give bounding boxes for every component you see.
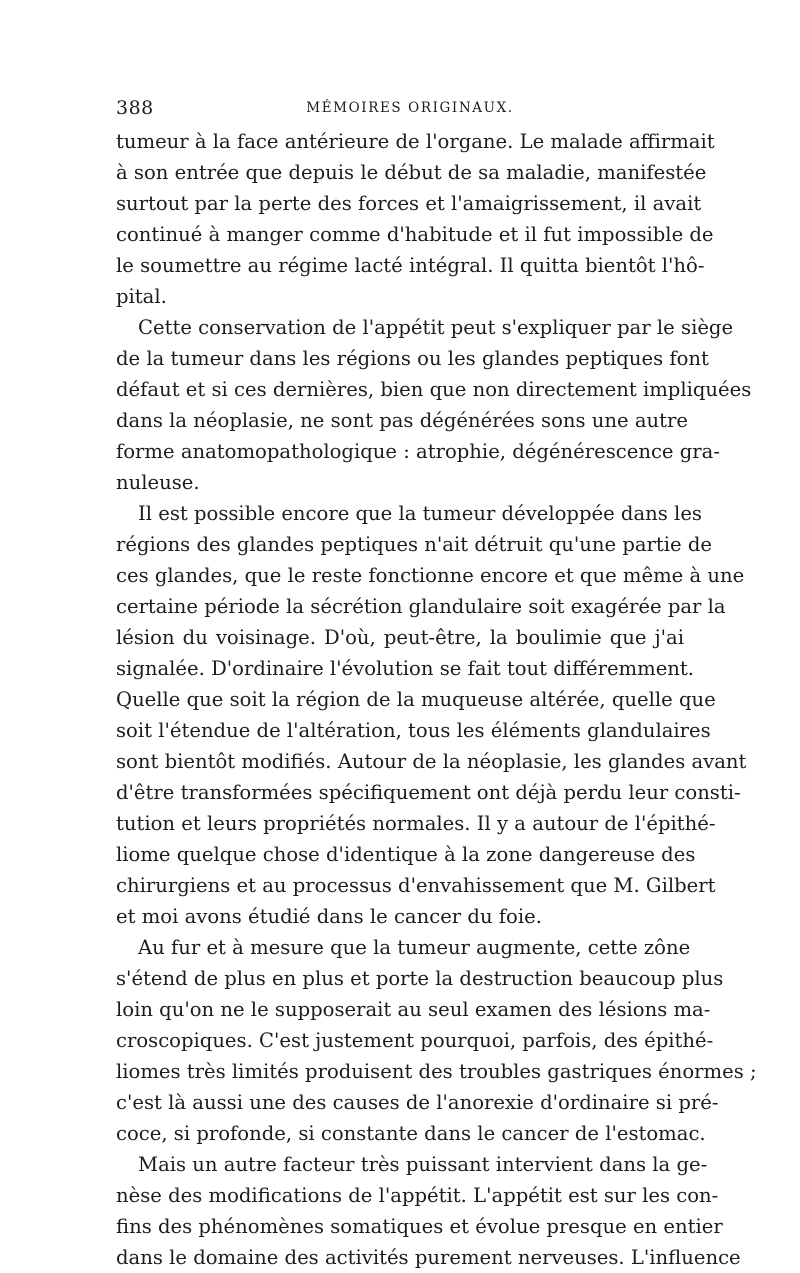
running-title: MÉMOIRES ORIGINAUX. bbox=[306, 100, 514, 116]
text-line: régions des glandes peptiques n'ait détruit qu'une partie de bbox=[116, 533, 713, 556]
text-line: croscopiques. C'est justement pourquoi, parfois, des épithé- bbox=[116, 1029, 714, 1052]
text-line: dans la néoplasie, ne sont pas dégénérées sons une autre bbox=[116, 409, 688, 432]
text-line: de la tumeur dans les régions ou les glandes peptiques font bbox=[116, 347, 709, 370]
text-line: Cette conservation de l'appétit peut s'expliquer par le siège bbox=[138, 316, 734, 339]
text-line: nuleuse. bbox=[116, 471, 200, 494]
text-line: chirurgiens et au processus d'envahissement que M. Gilbert bbox=[116, 874, 716, 897]
text-line: le soumettre au régime lacté intégral. Il quitta bientôt l'hô- bbox=[116, 254, 705, 277]
text-line: Quelle que soit la région de la muqueuse altérée, quelle que bbox=[116, 688, 716, 711]
text-line: lésion du voisinage. D'où, peut-être, la boulimie que j'ai bbox=[116, 626, 684, 649]
text-line: dans le domaine des activités purement nerveuses. L'influence bbox=[116, 1246, 741, 1269]
text-line: s'étend de plus en plus et porte la destruction beaucoup plus bbox=[116, 967, 724, 990]
text-line: et moi avons étudié dans le cancer du foie. bbox=[116, 905, 542, 928]
text-line: liome quelque chose d'identique à la zone dangereuse des bbox=[116, 843, 696, 866]
text-line: signalée. D'ordinaire l'évolution se fait tout différemment. bbox=[116, 657, 695, 680]
text-line: nèse des modifications de l'appétit. L'appétit est sur les con- bbox=[116, 1184, 719, 1207]
text-line: tumeur à la face antérieure de l'organe. Le malade affirmait bbox=[116, 130, 715, 153]
text-line: sont bientôt modifiés. Autour de la néoplasie, les glandes avant bbox=[116, 750, 747, 773]
text-line: liomes très limités produisent des troubles gastriques énormes ; bbox=[116, 1060, 757, 1083]
text-line: coce, si profonde, si constante dans le cancer de l'estomac. bbox=[116, 1122, 706, 1145]
page-header bbox=[116, 97, 684, 121]
text-line: Il est possible encore que la tumeur développée dans les bbox=[138, 502, 702, 525]
text-line: certaine période la sécrétion glandulaire soit exagérée par la bbox=[116, 595, 726, 618]
text-line: d'être transformées spécifiquement ont déjà perdu leur consti- bbox=[116, 781, 741, 804]
text-line: défaut et si ces dernières, bien que non directement impliquées bbox=[116, 378, 752, 401]
text-line: Mais un autre facteur très puissant intervient dans la ge- bbox=[138, 1153, 708, 1176]
text-line: ces glandes, que le reste fonctionne encore et que même à une bbox=[116, 564, 745, 587]
text-line: pital. bbox=[116, 285, 167, 308]
text-line: Au fur et à mesure que la tumeur augmente, cette zône bbox=[138, 936, 691, 959]
text-line: à son entrée que depuis le début de sa maladie, manifestée bbox=[116, 161, 707, 184]
text-line: surtout par la perte des forces et l'amaigrissement, il avait bbox=[116, 192, 702, 215]
text-line: fins des phénomènes somatiques et évolue presque en entier bbox=[116, 1215, 723, 1238]
page-number: 388 bbox=[116, 97, 154, 119]
text-line: forme anatomopathologique : atrophie, dégénérescence gra- bbox=[116, 440, 720, 463]
text-line: tution et leurs propriétés normales. Il y a autour de l'épithé- bbox=[116, 812, 716, 835]
text-line: c'est là aussi une des causes de l'anorexie d'ordinaire si pré- bbox=[116, 1091, 719, 1114]
body-text bbox=[116, 126, 757, 1273]
text-line: soit l'étendue de l'altération, tous les éléments glandulaires bbox=[116, 719, 711, 742]
text-line: continué à manger comme d'habitude et il fut impossible de bbox=[116, 223, 714, 246]
text-line: loin qu'on ne le supposerait au seul examen des lésions ma- bbox=[116, 998, 711, 1021]
